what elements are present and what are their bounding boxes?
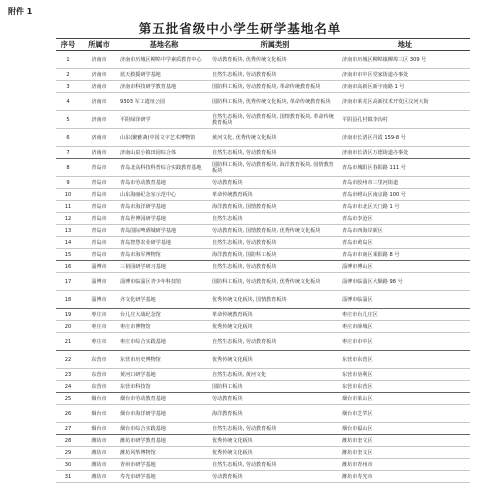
row-address-cell: 济南市长清区丹霞 159-8 号: [340, 129, 470, 147]
row-base-name-cell: 东营市历史博物馆: [118, 351, 210, 369]
row-number-cell: 14: [56, 237, 80, 249]
row-category-cell: 自然生态板块, 黄河文化: [210, 369, 340, 381]
row-address-cell: 潍坊市寿光市: [340, 471, 470, 483]
row-address-cell: 淄博市临淄区大顺路 98 号: [340, 273, 470, 291]
row-category-cell: 劳动教育板块: [210, 471, 340, 483]
row-city-cell: 青岛市: [80, 159, 118, 177]
row-address-cell: 枣庄市市中区: [340, 333, 470, 351]
row-city-cell: 潍坊市: [80, 447, 118, 459]
row-base-name-cell: 青岛市海洋研学基地: [118, 201, 210, 213]
table-row: [56, 351, 470, 369]
table-row: [56, 333, 470, 351]
row-address-cell: 青岛市崂山区南京路 100 号: [340, 189, 470, 201]
row-base-name-cell: 齐文化研学基地: [118, 291, 210, 309]
row-category-cell: 黄河文化, 优秀传统文化板块: [210, 129, 340, 147]
row-category-cell: 优秀传统文化板块: [210, 447, 340, 459]
row-city-cell: 济南市: [80, 51, 118, 69]
row-number-cell: 13: [56, 225, 80, 237]
row-city-cell: 济南市: [80, 81, 118, 93]
table-header-row: [56, 39, 470, 51]
row-address-cell: 青岛市西海岸新区: [340, 225, 470, 237]
row-category-cell: 自然生态板块, 劳动教育板块: [210, 69, 340, 81]
row-base-name-cell: 台儿庄大战纪念馆: [118, 309, 210, 321]
row-base-name-cell: 青州市研学基地: [118, 459, 210, 471]
row-city-cell: 枣庄市: [80, 321, 118, 333]
annex-label: 附件 1: [8, 7, 33, 16]
column-header-number: 序号: [56, 39, 80, 51]
row-category-cell: 自然生态板块, 劳动教育板块: [210, 147, 340, 159]
column-header-category: 所属类别: [210, 39, 340, 51]
row-number-cell: 10: [56, 189, 80, 201]
row-number-cell: 30: [56, 459, 80, 471]
table-row: [56, 93, 470, 111]
row-number-cell: 9: [56, 177, 80, 189]
row-base-name-cell: 青岛智慧农业研学基地: [118, 237, 210, 249]
row-category-cell: 劳动教育板块: [210, 177, 340, 189]
row-base-name-cell: 烟台市海洋研学基地: [118, 405, 210, 423]
row-number-cell: 4: [56, 93, 80, 111]
row-category-cell: 劳动教育板块, 国情教育板块, 优秀传统文化板块: [210, 225, 340, 237]
base-list-table: [56, 38, 470, 483]
row-base-name-cell: 淄博市临淄区青少年科技馆: [118, 273, 210, 291]
column-header-address: 地址: [340, 39, 470, 51]
row-number-cell: 31: [56, 471, 80, 483]
row-address-cell: 济南市长清区万德街道办事处: [340, 147, 470, 159]
row-address-cell: 青岛市黄岛区: [340, 237, 470, 249]
row-address-cell: 东营市东营区: [340, 381, 470, 393]
row-number-cell: 28: [56, 435, 80, 447]
row-base-name-cell: 青岛市海军博物馆: [118, 249, 210, 261]
row-category-cell: 海洋教育板块: [210, 405, 340, 423]
row-address-cell: 平阴县孔村镇李沟村: [340, 111, 470, 129]
row-address-cell: 枣庄市薛城区: [340, 321, 470, 333]
table-row: [56, 405, 470, 423]
table-row: [56, 147, 470, 159]
table-row: [56, 129, 470, 147]
row-number-cell: 1: [56, 51, 80, 69]
row-number-cell: 16: [56, 261, 80, 273]
table-row: [56, 393, 470, 405]
row-address-cell: 淄博市博山区: [340, 261, 470, 273]
row-category-cell: 国防科工板块, 劳动教育板块, 优秀传统文化板块: [210, 273, 340, 291]
row-base-name-cell: 潍坊风筝博物馆: [118, 447, 210, 459]
row-address-cell: 潍坊市奎文区: [340, 447, 470, 459]
table-row: [56, 369, 470, 381]
table-row: [56, 177, 470, 189]
row-city-cell: 济南市: [80, 147, 118, 159]
table-row: [56, 189, 470, 201]
row-base-name-cell: 济南市历城区柳埠中学素质教育中心: [118, 51, 210, 69]
row-category-cell: 自然生态板块: [210, 213, 340, 225]
row-category-cell: 国防科工板块: [210, 381, 340, 393]
row-city-cell: 青岛市: [80, 213, 118, 225]
row-category-cell: 自然生态板块, 劳动教育板块: [210, 237, 340, 249]
row-city-cell: 淄博市: [80, 261, 118, 273]
table-row: [56, 237, 470, 249]
row-address-cell: 烟台市芝罘区: [340, 405, 470, 423]
row-category-cell: 自然生态板块, 劳动教育板块: [210, 333, 340, 351]
table-row: [56, 459, 470, 471]
row-city-cell: 淄博市: [80, 273, 118, 291]
row-number-cell: 18: [56, 291, 80, 309]
row-number-cell: 17: [56, 273, 80, 291]
row-number-cell: 7: [56, 147, 80, 159]
row-number-cell: 19: [56, 309, 80, 321]
row-address-cell: 青岛市市北区天门路 1 号: [340, 201, 470, 213]
row-base-name-cell: 青岛市劳动教育基地: [118, 177, 210, 189]
row-address-cell: 淄博市临淄区: [340, 291, 470, 309]
table-row: [56, 201, 470, 213]
table-row: [56, 435, 470, 447]
row-base-name-cell: 9303 军工遗址公园: [118, 93, 210, 111]
table-row: [56, 381, 470, 393]
row-category-cell: 自然生态板块, 劳动教育板块: [210, 261, 340, 273]
row-category-cell: 优秀传统文化板块: [210, 435, 340, 447]
row-category-cell: 国防科工板块, 劳动教育板块, 海洋教育板块, 国情教育板块: [210, 159, 340, 177]
row-address-cell: 东营市东营区: [340, 351, 470, 369]
table-row: [56, 159, 470, 177]
row-number-cell: 6: [56, 129, 80, 147]
row-city-cell: 潍坊市: [80, 471, 118, 483]
table-row: [56, 291, 470, 309]
row-base-name-cell: 青岛国际啤酒城研学基地: [118, 225, 210, 237]
row-number-cell: 8: [56, 159, 80, 177]
row-category-cell: 革命传统教育板块: [210, 309, 340, 321]
table-row: [56, 261, 470, 273]
row-city-cell: 济南市: [80, 93, 118, 111]
row-city-cell: 青岛市: [80, 237, 118, 249]
row-address-cell: 烟台市莱山区: [340, 393, 470, 405]
row-address-cell: 青岛市胶州市三里河街道: [340, 177, 470, 189]
table-row: [56, 447, 470, 459]
row-city-cell: 烟台市: [80, 423, 118, 435]
row-city-cell: 青岛市: [80, 177, 118, 189]
table-body: [56, 51, 470, 483]
row-address-cell: 济南市历城区柳埠镇柳埠三区 309 号: [340, 51, 470, 69]
row-city-cell: 东营市: [80, 369, 118, 381]
row-city-cell: 青岛市: [80, 201, 118, 213]
row-city-cell: 枣庄市: [80, 309, 118, 321]
row-category-cell: 劳动教育板块, 优秀传统文化板块: [210, 51, 340, 69]
row-city-cell: 烟台市: [80, 393, 118, 405]
row-address-cell: 济南市市中区党家街道办事处: [340, 69, 470, 81]
row-number-cell: 27: [56, 423, 80, 435]
table-row: [56, 249, 470, 261]
table-row: [56, 309, 470, 321]
row-city-cell: 枣庄市: [80, 333, 118, 351]
table-row: [56, 81, 470, 93]
table-row: [56, 321, 470, 333]
row-address-cell: 枣庄市台儿庄区: [340, 309, 470, 321]
row-base-name-cell: 烟台市综合实践基地: [118, 423, 210, 435]
row-category-cell: 革命传统教育板块: [210, 189, 340, 201]
row-address-cell: 东营市垦利区: [340, 369, 470, 381]
row-base-name-cell: 蓝天救援研学基地: [118, 69, 210, 81]
row-address-cell: 济南市高新区新宇南路 1 号: [340, 81, 470, 93]
row-category-cell: 优秀传统文化板块: [210, 321, 340, 333]
row-city-cell: 潍坊市: [80, 459, 118, 471]
row-city-cell: 青岛市: [80, 225, 118, 237]
row-address-cell: 潍坊市奎文区: [340, 435, 470, 447]
row-base-name-cell: 潍坊市研学教育基地: [118, 435, 210, 447]
row-base-name-cell: 济南市科技研学教育基地: [118, 81, 210, 93]
row-city-cell: 潍坊市: [80, 435, 118, 447]
column-header-city: 所属市: [80, 39, 118, 51]
row-city-cell: 东营市: [80, 351, 118, 369]
row-base-name-cell: 平阴绿泽研学: [118, 111, 210, 129]
row-number-cell: 22: [56, 351, 80, 369]
row-address-cell: 济南市莱芜区高新技术开发区汶河大街: [340, 93, 470, 111]
row-base-name-cell: 青岛北高科技科普综合实践教育基地: [118, 159, 210, 177]
table-row: [56, 273, 470, 291]
row-category-cell: 自然生态板块, 劳动教育板块: [210, 459, 340, 471]
row-category-cell: 海洋教育板块, 国防科工板块: [210, 249, 340, 261]
row-base-name-cell: 枣庄市综合实践基地: [118, 333, 210, 351]
row-city-cell: 东营市: [80, 381, 118, 393]
row-base-name-cell: 山东海丽纪念室示范中心: [118, 189, 210, 201]
row-number-cell: 29: [56, 447, 80, 459]
row-base-name-cell: 青岛世博园研学基地: [118, 213, 210, 225]
row-number-cell: 26: [56, 405, 80, 423]
row-number-cell: 5: [56, 111, 80, 129]
column-header-base-name: 基地名称: [118, 39, 210, 51]
row-number-cell: 3: [56, 81, 80, 93]
row-base-name-cell: 寿光市研学基地: [118, 471, 210, 483]
document-title: 第五批省级中小学生研学基地名单: [138, 21, 342, 36]
row-base-name-cell: 黄河口研学基地: [118, 369, 210, 381]
row-address-cell: 青岛市城阳区春阳路 111 号: [340, 159, 470, 177]
row-base-name-cell: 三裕园研学研习基地: [118, 261, 210, 273]
row-category-cell: 自然生态板块, 劳动教育板块, 国情教育板块, 革命传统教育板块: [210, 111, 340, 129]
row-category-cell: 劳动教育板块: [210, 393, 340, 405]
row-number-cell: 11: [56, 201, 80, 213]
row-category-cell: 国防科工板块, 劳动教育板块, 革命传统教育板块: [210, 81, 340, 93]
row-base-name-cell: 东营市科技馆: [118, 381, 210, 393]
row-city-cell: 济南市: [80, 129, 118, 147]
table-row: [56, 225, 470, 237]
table-row: [56, 69, 470, 81]
row-category-cell: 自然生态板块, 劳动教育板块: [210, 423, 340, 435]
table-row: [56, 213, 470, 225]
row-city-cell: 青岛市: [80, 189, 118, 201]
table-row: [56, 111, 470, 129]
row-address-cell: 烟台市福山区: [340, 423, 470, 435]
table-row: [56, 423, 470, 435]
row-category-cell: 优秀传统文化板块: [210, 351, 340, 369]
row-city-cell: 济南市: [80, 111, 118, 129]
table-row: [56, 471, 470, 483]
row-number-cell: 12: [56, 213, 80, 225]
row-city-cell: 青岛市: [80, 249, 118, 261]
row-number-cell: 15: [56, 249, 80, 261]
row-number-cell: 24: [56, 381, 80, 393]
row-city-cell: 烟台市: [80, 405, 118, 423]
row-city-cell: 济南市: [80, 69, 118, 81]
row-address-cell: 青岛市市南区莱阳路 8 号: [340, 249, 470, 261]
row-category-cell: 优秀传统文化板块, 国情教育板块: [210, 291, 340, 309]
row-base-name-cell: 烟台市劳动教育基地: [118, 393, 210, 405]
table-row: [56, 51, 470, 69]
row-city-cell: 淄博市: [80, 291, 118, 309]
row-category-cell: 国防科工板块, 优秀传统文化板块, 革命传统教育板块: [210, 93, 340, 111]
row-number-cell: 25: [56, 393, 80, 405]
row-number-cell: 23: [56, 369, 80, 381]
row-base-name-cell: 济南山泉小镇田园综合体: [118, 147, 210, 159]
row-number-cell: 20: [56, 321, 80, 333]
row-base-name-cell: 山东(聚雅斋)中国文字艺术博物馆: [118, 129, 210, 147]
row-number-cell: 2: [56, 69, 80, 81]
row-number-cell: 21: [56, 333, 80, 351]
row-address-cell: 青岛市李沧区: [340, 213, 470, 225]
row-base-name-cell: 枣庄市博物馆: [118, 321, 210, 333]
row-address-cell: 潍坊市青州市: [340, 459, 470, 471]
row-category-cell: 海洋教育板块, 国情教育板块: [210, 201, 340, 213]
